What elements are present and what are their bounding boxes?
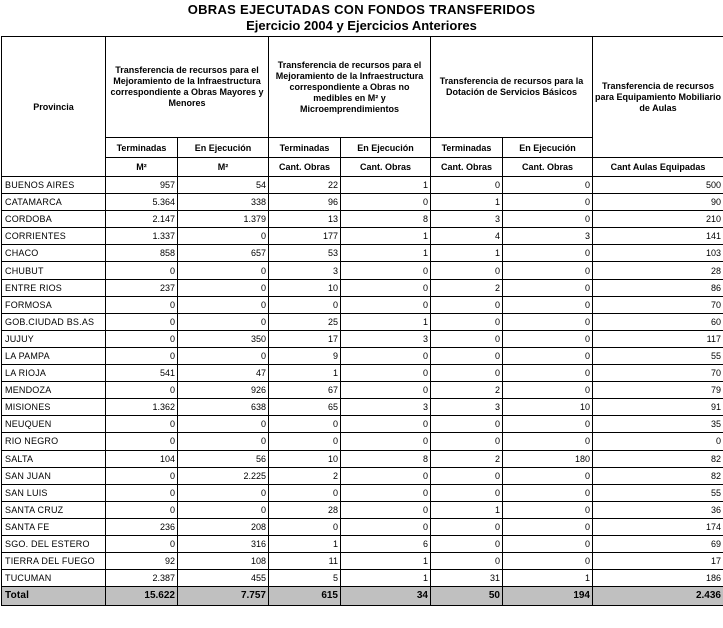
value-cell: 0 (269, 433, 341, 450)
value-cell: 55 (593, 484, 723, 501)
value-cell: 22 (269, 177, 341, 194)
value-cell: 1 (341, 570, 431, 587)
value-cell: 1 (341, 245, 431, 262)
province-cell: GOB.CIUDAD BS.AS (2, 313, 106, 330)
value-cell: 91 (593, 399, 723, 416)
province-cell: SANTA CRUZ (2, 501, 106, 518)
total-label: Total (2, 587, 106, 606)
value-cell: 0 (431, 433, 503, 450)
value-cell: 210 (593, 211, 723, 228)
value-cell: 0 (431, 518, 503, 535)
value-cell: 338 (178, 194, 269, 211)
province-cell: RIO NEGRO (2, 433, 106, 450)
value-cell: 0 (341, 382, 431, 399)
table-row (2, 296, 723, 313)
value-cell: 0 (503, 347, 593, 364)
value-cell: 1 (269, 535, 341, 552)
value-cell: 0 (431, 347, 503, 364)
value-cell: 5 (269, 570, 341, 587)
value-cell: 0 (341, 262, 431, 279)
value-cell: 500 (593, 177, 723, 194)
table-row (2, 399, 723, 416)
value-cell: 0 (106, 484, 178, 501)
group-header-servicios-basicos: Transferencia de recursos para la Dotación de Servicios Básicos (431, 37, 593, 138)
value-cell: 0 (106, 501, 178, 518)
value-cell: 1 (341, 313, 431, 330)
table-row (2, 501, 723, 518)
value-cell: 69 (593, 535, 723, 552)
value-cell: 56 (178, 450, 269, 467)
value-cell: 96 (269, 194, 341, 211)
value-cell: 0 (503, 211, 593, 228)
province-cell: SALTA (2, 450, 106, 467)
table-row (2, 570, 723, 587)
value-cell: 0 (503, 296, 593, 313)
value-cell: 104 (106, 450, 178, 467)
value-cell: 1 (341, 553, 431, 570)
province-cell: MENDOZA (2, 382, 106, 399)
province-cell: LA PAMPA (2, 347, 106, 364)
total-value: 194 (503, 587, 593, 606)
province-cell: SAN JUAN (2, 467, 106, 484)
value-cell: 2.225 (178, 467, 269, 484)
province-cell: CHACO (2, 245, 106, 262)
value-cell: 8 (341, 211, 431, 228)
province-cell: MISIONES (2, 399, 106, 416)
province-cell: FORMOSA (2, 296, 106, 313)
value-cell: 638 (178, 399, 269, 416)
value-cell: 0 (431, 330, 503, 347)
province-cell: SGO. DEL ESTERO (2, 535, 106, 552)
value-cell: 0 (106, 535, 178, 552)
table-row (2, 433, 723, 450)
page-subtitle: Ejercicio 2004 y Ejercicios Anteriores (246, 18, 477, 33)
value-cell: 0 (106, 467, 178, 484)
value-cell: 65 (269, 399, 341, 416)
value-cell: 70 (593, 296, 723, 313)
value-cell: 0 (431, 313, 503, 330)
works-table (1, 36, 723, 606)
value-cell: 316 (178, 535, 269, 552)
value-cell: 237 (106, 279, 178, 296)
value-cell: 0 (341, 416, 431, 433)
value-cell: 0 (503, 313, 593, 330)
page-title: OBRAS EJECUTADAS CON FONDOS TRANSFERIDOS (187, 2, 536, 17)
value-cell: 0 (269, 518, 341, 535)
value-cell: 10 (503, 399, 593, 416)
province-cell: ENTRE RIOS (2, 279, 106, 296)
value-cell: 180 (503, 450, 593, 467)
value-cell: 0 (503, 553, 593, 570)
value-cell: 0 (341, 433, 431, 450)
table-row (2, 211, 723, 228)
value-cell: 55 (593, 347, 723, 364)
value-cell: 0 (503, 535, 593, 552)
value-cell: 0 (503, 433, 593, 450)
value-cell: 957 (106, 177, 178, 194)
table-row (2, 262, 723, 279)
subheader-en-ejecucion: En Ejecución (178, 138, 269, 158)
value-cell: 0 (341, 467, 431, 484)
value-cell: 0 (106, 416, 178, 433)
value-cell: 10 (269, 279, 341, 296)
value-cell: 0 (503, 416, 593, 433)
value-cell: 0 (178, 501, 269, 518)
table-row (2, 365, 723, 382)
table-row (2, 313, 723, 330)
value-cell: 0 (503, 177, 593, 194)
province-header: Provincia (2, 37, 106, 177)
value-cell: 0 (178, 279, 269, 296)
value-cell: 0 (269, 296, 341, 313)
value-cell: 86 (593, 279, 723, 296)
value-cell: 177 (269, 228, 341, 245)
total-value: 615 (269, 587, 341, 606)
value-cell: 0 (178, 433, 269, 450)
value-cell: 0 (341, 365, 431, 382)
province-cell: CHUBUT (2, 262, 106, 279)
value-cell: 0 (178, 484, 269, 501)
value-cell: 2 (431, 450, 503, 467)
value-cell: 82 (593, 467, 723, 484)
value-cell: 0 (431, 296, 503, 313)
value-cell: 35 (593, 416, 723, 433)
table-row (2, 450, 723, 467)
value-cell: 92 (106, 553, 178, 570)
value-cell: 108 (178, 553, 269, 570)
province-cell: TIERRA DEL FUEGO (2, 553, 106, 570)
value-cell: 0 (178, 262, 269, 279)
value-cell: 0 (269, 416, 341, 433)
value-cell: 0 (178, 313, 269, 330)
value-cell: 0 (341, 518, 431, 535)
table-row (2, 228, 723, 245)
value-cell: 1 (341, 177, 431, 194)
value-cell: 3 (341, 330, 431, 347)
value-cell: 0 (431, 262, 503, 279)
value-cell: 3 (431, 399, 503, 416)
province-cell: NEUQUEN (2, 416, 106, 433)
value-cell: 0 (431, 553, 503, 570)
value-cell: 9 (269, 347, 341, 364)
value-cell: 0 (431, 177, 503, 194)
value-cell: 1.362 (106, 399, 178, 416)
value-cell: 174 (593, 518, 723, 535)
province-cell: CORRIENTES (2, 228, 106, 245)
group-header-obras-mayores: Transferencia de recursos para el Mejoramiento de la Infraestructura correspondiente a Obras Mayores y Menores (106, 37, 269, 138)
value-cell: 657 (178, 245, 269, 262)
value-cell: 1.337 (106, 228, 178, 245)
table-body (2, 177, 723, 606)
value-cell: 25 (269, 313, 341, 330)
value-cell: 60 (593, 313, 723, 330)
value-cell: 28 (593, 262, 723, 279)
value-cell: 0 (341, 296, 431, 313)
value-cell: 0 (503, 467, 593, 484)
value-cell: 8 (341, 450, 431, 467)
table-row (2, 245, 723, 262)
unit-header: Cant Aulas Equipadas (593, 158, 723, 177)
total-value: 34 (341, 587, 431, 606)
value-cell: 11 (269, 553, 341, 570)
table-row (2, 518, 723, 535)
value-cell: 0 (503, 484, 593, 501)
value-cell: 4 (431, 228, 503, 245)
value-cell: 0 (431, 365, 503, 382)
value-cell: 0 (269, 484, 341, 501)
value-cell: 117 (593, 330, 723, 347)
value-cell: 141 (593, 228, 723, 245)
value-cell: 2.147 (106, 211, 178, 228)
value-cell: 3 (341, 399, 431, 416)
table-row (2, 553, 723, 570)
value-cell: 926 (178, 382, 269, 399)
value-cell: 3 (269, 262, 341, 279)
province-cell: JUJUY (2, 330, 106, 347)
value-cell: 208 (178, 518, 269, 535)
table-row (2, 484, 723, 501)
value-cell: 186 (593, 570, 723, 587)
value-cell: 1 (269, 365, 341, 382)
value-cell: 1 (341, 228, 431, 245)
value-cell: 28 (269, 501, 341, 518)
value-cell: 0 (431, 467, 503, 484)
value-cell: 0 (503, 330, 593, 347)
total-value: 2.436 (593, 587, 723, 606)
total-row (2, 587, 723, 606)
province-cell: LA RIOJA (2, 365, 106, 382)
province-cell: BUENOS AIRES (2, 177, 106, 194)
province-cell: SAN LUIS (2, 484, 106, 501)
unit-header: Cant. Obras (431, 158, 503, 177)
value-cell: 53 (269, 245, 341, 262)
table-row (2, 382, 723, 399)
value-cell: 0 (106, 296, 178, 313)
value-cell: 541 (106, 365, 178, 382)
total-value: 15.622 (106, 587, 178, 606)
province-cell: CATAMARCA (2, 194, 106, 211)
unit-header: Cant. Obras (503, 158, 593, 177)
value-cell: 82 (593, 450, 723, 467)
value-cell: 0 (341, 501, 431, 518)
value-cell: 0 (341, 484, 431, 501)
value-cell: 2 (431, 382, 503, 399)
value-cell: 17 (269, 330, 341, 347)
value-cell: 0 (503, 518, 593, 535)
value-cell: 2.387 (106, 570, 178, 587)
value-cell: 0 (431, 416, 503, 433)
unit-header: M² (178, 158, 269, 177)
value-cell: 0 (503, 382, 593, 399)
subheader-en-ejecucion: En Ejecución (341, 138, 431, 158)
value-cell: 54 (178, 177, 269, 194)
value-cell: 0 (178, 296, 269, 313)
table-row (2, 194, 723, 211)
value-cell: 70 (593, 365, 723, 382)
subheader-en-ejecucion: En Ejecución (503, 138, 593, 158)
value-cell: 1.379 (178, 211, 269, 228)
value-cell: 858 (106, 245, 178, 262)
value-cell: 0 (503, 501, 593, 518)
table-row (2, 279, 723, 296)
value-cell: 0 (178, 347, 269, 364)
subheader-terminadas: Terminadas (269, 138, 341, 158)
value-cell: 0 (178, 416, 269, 433)
value-cell: 0 (106, 347, 178, 364)
value-cell: 0 (593, 433, 723, 450)
value-cell: 0 (178, 228, 269, 245)
value-cell: 0 (106, 330, 178, 347)
value-cell: 36 (593, 501, 723, 518)
value-cell: 0 (106, 433, 178, 450)
table-row (2, 330, 723, 347)
value-cell: 2 (431, 279, 503, 296)
value-cell: 455 (178, 570, 269, 587)
table-row (2, 535, 723, 552)
value-cell: 31 (431, 570, 503, 587)
value-cell: 0 (431, 535, 503, 552)
group-header-obras-no-medibles: Transferencia de recursos para el Mejoramiento de la Infraestructura correspondiente a Obras no medibles en M² y Microemprendimientos (269, 37, 431, 138)
unit-header: M² (106, 158, 178, 177)
value-cell: 67 (269, 382, 341, 399)
value-cell: 13 (269, 211, 341, 228)
value-cell: 1 (503, 570, 593, 587)
value-cell: 0 (341, 194, 431, 211)
province-cell: TUCUMAN (2, 570, 106, 587)
value-cell: 1 (431, 501, 503, 518)
value-cell: 0 (503, 245, 593, 262)
value-cell: 17 (593, 553, 723, 570)
value-cell: 5.364 (106, 194, 178, 211)
value-cell: 236 (106, 518, 178, 535)
value-cell: 1 (431, 194, 503, 211)
value-cell: 0 (431, 484, 503, 501)
value-cell: 0 (503, 279, 593, 296)
value-cell: 10 (269, 450, 341, 467)
value-cell: 2 (269, 467, 341, 484)
unit-header: Cant. Obras (341, 158, 431, 177)
value-cell: 47 (178, 365, 269, 382)
table-row (2, 467, 723, 484)
value-cell: 103 (593, 245, 723, 262)
subheader-terminadas: Terminadas (431, 138, 503, 158)
total-value: 7.757 (178, 587, 269, 606)
value-cell: 79 (593, 382, 723, 399)
value-cell: 0 (106, 262, 178, 279)
value-cell: 0 (503, 194, 593, 211)
province-cell: CORDOBA (2, 211, 106, 228)
subheader-terminadas: Terminadas (106, 138, 178, 158)
value-cell: 0 (341, 279, 431, 296)
value-cell: 3 (503, 228, 593, 245)
total-value: 50 (431, 587, 503, 606)
value-cell: 0 (106, 313, 178, 330)
table-row (2, 416, 723, 433)
value-cell: 0 (503, 262, 593, 279)
value-cell: 90 (593, 194, 723, 211)
province-cell: SANTA FE (2, 518, 106, 535)
value-cell: 3 (431, 211, 503, 228)
table-row (2, 177, 723, 194)
value-cell: 6 (341, 535, 431, 552)
title-block (0, 0, 723, 36)
value-cell: 0 (106, 382, 178, 399)
unit-header: Cant. Obras (269, 158, 341, 177)
value-cell: 0 (341, 347, 431, 364)
value-cell: 1 (431, 245, 503, 262)
value-cell: 350 (178, 330, 269, 347)
value-cell: 0 (503, 365, 593, 382)
group-header-equipamiento: Transferencia de recursos para Equipamiento Mobiliario de Aulas (593, 37, 723, 158)
table-row (2, 347, 723, 364)
